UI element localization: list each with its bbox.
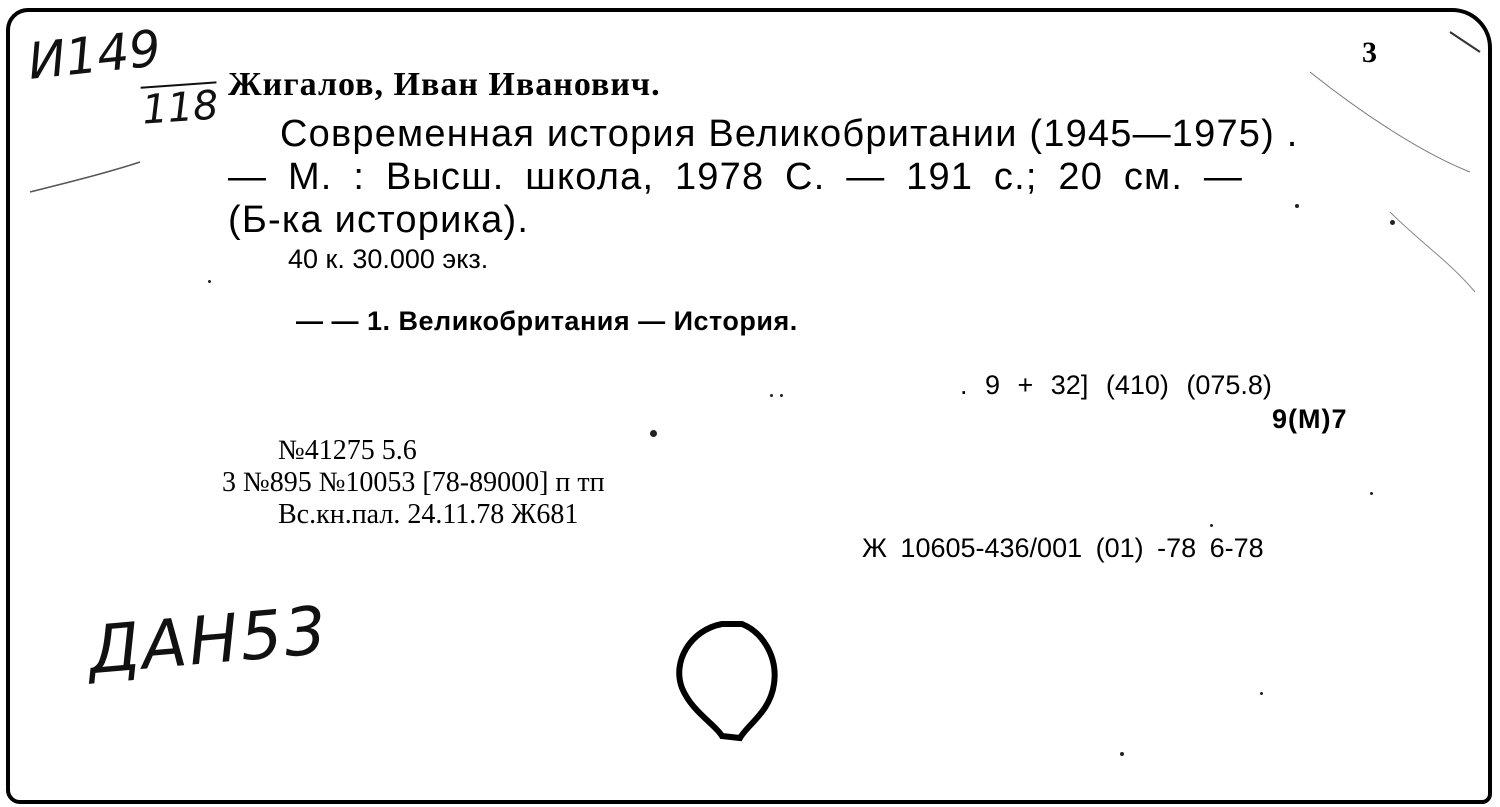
publisher-code: Ж 10605-436/001 (01) -78 6-78 — [862, 533, 1264, 563]
speck — [770, 394, 773, 397]
title-line-1: Современная история Великобритании (1945—1975) . — [280, 113, 1299, 155]
speck — [1370, 492, 1373, 495]
record-line-3: Вс.кн.пал. 24.11.78 Ж681 — [278, 499, 579, 530]
handwritten-shelfmark-sub: 118 — [140, 82, 221, 134]
author-heading: Жигалов, Иван Иванович. — [228, 66, 661, 103]
handwritten-note: ДАН53 — [85, 591, 332, 690]
handwritten-shelfmark: И149 — [25, 19, 164, 91]
subject-heading: — — 1. Великобритания — История. — [296, 306, 798, 336]
record-line-2: 3 №895 №10053 [78-89000] п тп — [222, 467, 605, 498]
speck — [1120, 752, 1124, 756]
speck — [1390, 220, 1395, 225]
series-line: (Б-ка историка). — [228, 199, 530, 241]
record-line-1: №41275 5.6 — [278, 435, 417, 466]
udc-classification: . 9 + 32] (410) (075.8) — [960, 370, 1272, 400]
price-print-run: 40 к. 30.000 экз. — [288, 244, 489, 274]
page-number: 3 — [1362, 36, 1377, 69]
imprint-line: — М. : Высш. школа, 1978 С. — 191 с.; 20 см. — — [228, 156, 1244, 198]
bbk-classification: 9(М)7 — [1272, 404, 1348, 434]
speck — [780, 394, 783, 397]
speck — [1210, 524, 1213, 527]
speck — [1260, 692, 1263, 695]
catalog-card — [6, 8, 1492, 804]
speck — [208, 280, 211, 283]
speck — [650, 430, 657, 437]
speck — [1295, 204, 1299, 208]
